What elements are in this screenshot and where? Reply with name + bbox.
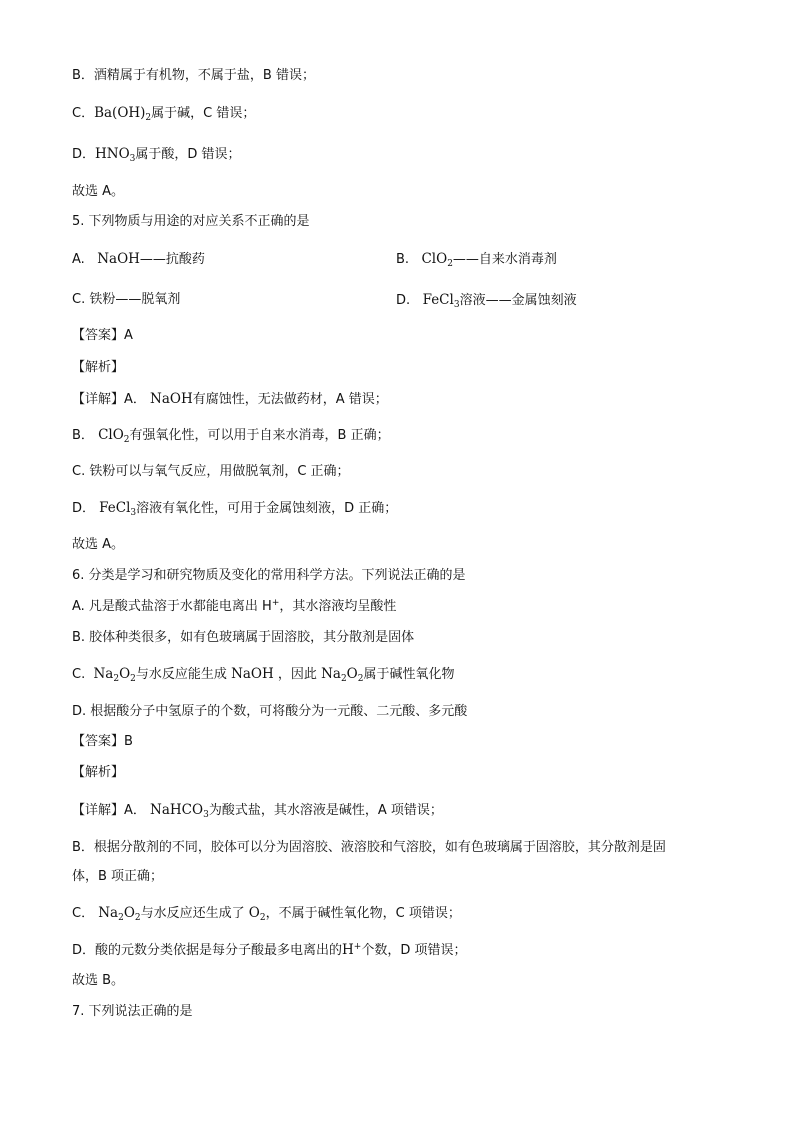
text-line: 故选 A。: [72, 184, 125, 199]
text-segment: C．: [72, 106, 95, 121]
text-line: [72, 145, 241, 164]
text-segment: ——抗酸药: [139, 252, 205, 267]
option-5c: C. 铁粉——脱氧剂: [72, 292, 181, 307]
text-segment: D．酸的元数分类依据是每分子酸最多电离出的: [72, 943, 343, 958]
chem-formula: [99, 500, 136, 516]
question-7: 7. 下列说法正确的是: [72, 1004, 193, 1019]
text-segment: A. 凡是酸式盐溶于水都能电离出 H: [72, 599, 272, 614]
chem-formula: [94, 105, 151, 121]
text-segment: B．: [72, 428, 94, 443]
detail-5c: C. 铁粉可以与氧气反应，用做脱氧剂，C 正确；: [72, 464, 350, 479]
chem-formula: [98, 427, 129, 443]
subscript: 2: [447, 259, 453, 269]
text-segment: 溶液有氧化性，可用于金属蚀刻液，D 正确；: [136, 501, 398, 516]
chem-formula: [342, 942, 361, 958]
detail-5d: [72, 499, 397, 518]
chem-formula: [98, 905, 140, 921]
text-segment: 属于碱性氧化物: [363, 667, 455, 682]
chem-formula: [95, 146, 135, 162]
formula-text: ClO: [421, 251, 448, 267]
text-segment: 个数，D 项错误；: [361, 943, 467, 958]
option-5d: [396, 291, 577, 310]
formula-text: H: [342, 942, 354, 958]
subscript: 2: [134, 913, 141, 923]
subscript: 2: [145, 113, 152, 123]
option-letter: D.: [396, 293, 411, 308]
formula-text: HNO: [95, 146, 130, 162]
detail-5a: [72, 390, 388, 409]
detail-6c: [72, 904, 461, 923]
detail-6d: [72, 941, 467, 960]
option-letter: A.: [72, 252, 85, 267]
question-6: 6. 分类是学习和研究物质及变化的常用科学方法。下列说法正确的是: [72, 568, 466, 583]
option-5b: [396, 250, 557, 269]
text-segment: 【详解】A．: [72, 803, 146, 818]
detail-6a: [72, 801, 443, 820]
chem-formula: NaOH: [97, 251, 140, 267]
text-segment: ，其水溶液均呈酸性: [279, 599, 397, 614]
answer-5: 【答案】A: [72, 328, 133, 343]
text-segment: ，因此: [277, 667, 317, 682]
subscript: 2: [130, 674, 136, 684]
analysis-heading-6: 【解析】: [72, 765, 125, 780]
formula-text: Ba(OH): [94, 105, 146, 121]
chem-formula: NaOH: [150, 391, 193, 407]
text-segment: D．: [72, 501, 96, 516]
chem-formula: [249, 905, 266, 921]
answer-6: 【答案】B: [72, 734, 133, 749]
text-segment: ——自来水消毒剂: [452, 252, 557, 267]
detail-6b-line1: B．根据分散剂的不同，胶体可以分为固溶胶、液溶胶和气溶胶，如有色玻璃属于固溶胶，其分散剂是固: [72, 840, 666, 855]
subscript: 2: [113, 674, 120, 684]
subscript: 2: [123, 435, 130, 445]
formula-text: NaHCO: [150, 802, 204, 818]
text-segment: 为酸式盐，其水溶液是碱性，A 项错误；: [208, 803, 443, 818]
option-5a: [72, 250, 205, 269]
option-6c: [72, 665, 455, 684]
text-segment: 溶液——金属蚀刻液: [459, 293, 577, 308]
text-segment: 与水反应能生成: [135, 667, 227, 682]
text-segment: C．: [72, 906, 95, 921]
text-segment: 属于碱，C 错误；: [151, 106, 256, 121]
chem-formula: NaOH: [231, 666, 274, 682]
chem-formula: [421, 251, 452, 267]
subscript: 2: [357, 674, 364, 684]
subscript: 2: [340, 674, 347, 684]
subscript: 2: [259, 913, 266, 923]
chem-formula: [93, 666, 135, 682]
text-line: B．酒精属于有机物，不属于盐，B 错误；: [72, 68, 315, 83]
formula-text: O: [248, 905, 260, 921]
formula-text: FeCl: [422, 292, 454, 308]
question-5: 5. 下列物质与用途的对应关系不正确的是: [72, 214, 310, 229]
formula-text: O: [119, 666, 131, 682]
chem-formula: [150, 802, 209, 818]
text-line: 故选 B。: [72, 973, 125, 988]
formula-text: FeCl: [99, 500, 131, 516]
subscript: 3: [203, 810, 209, 820]
formula-text: O: [346, 666, 358, 682]
detail-6b-line2: 体，B 项正确；: [72, 869, 164, 884]
option-6d: D. 根据酸分子中氢原子的个数，可将酸分为一元酸、二元酸、多元酸: [72, 704, 468, 719]
subscript: 2: [118, 913, 124, 923]
subscript: 3: [453, 300, 460, 310]
chem-formula: [321, 666, 363, 682]
option-6b: B. 胶体种类很多，如有色玻璃属于固溶胶，其分散剂是固体: [72, 630, 415, 645]
text-segment: 有腐蚀性，无法做药材，A 错误；: [192, 392, 388, 407]
text-line: 故选 A。: [72, 537, 125, 552]
option-letter: C.: [72, 667, 86, 682]
formula-text: ClO: [98, 427, 124, 443]
text-segment: 【详解】A．: [72, 392, 146, 407]
subscript: 3: [130, 508, 137, 518]
text-segment: 与水反应还生成了: [140, 906, 245, 921]
subscript: 3: [129, 154, 136, 164]
superscript: +: [353, 942, 362, 952]
formula-text: Na: [93, 666, 114, 682]
detail-5b: [72, 426, 390, 445]
chem-formula: [423, 292, 460, 308]
text-segment: 有强氧化性，可以用于自来水消毒，B 正确；: [129, 428, 390, 443]
formula-text: Na: [321, 666, 341, 682]
text-segment: D．: [72, 147, 96, 162]
option-letter: B.: [396, 252, 410, 267]
superscript: +: [271, 598, 280, 608]
formula-text: O: [123, 905, 135, 921]
text-segment: 属于酸，D 错误；: [135, 147, 241, 162]
analysis-heading-5: 【解析】: [72, 360, 125, 375]
formula-text: Na: [98, 905, 119, 921]
text-segment: ，不属于碱性氧化物，C 项错误；: [265, 906, 461, 921]
text-line: [72, 104, 255, 123]
option-6a: [72, 598, 396, 616]
